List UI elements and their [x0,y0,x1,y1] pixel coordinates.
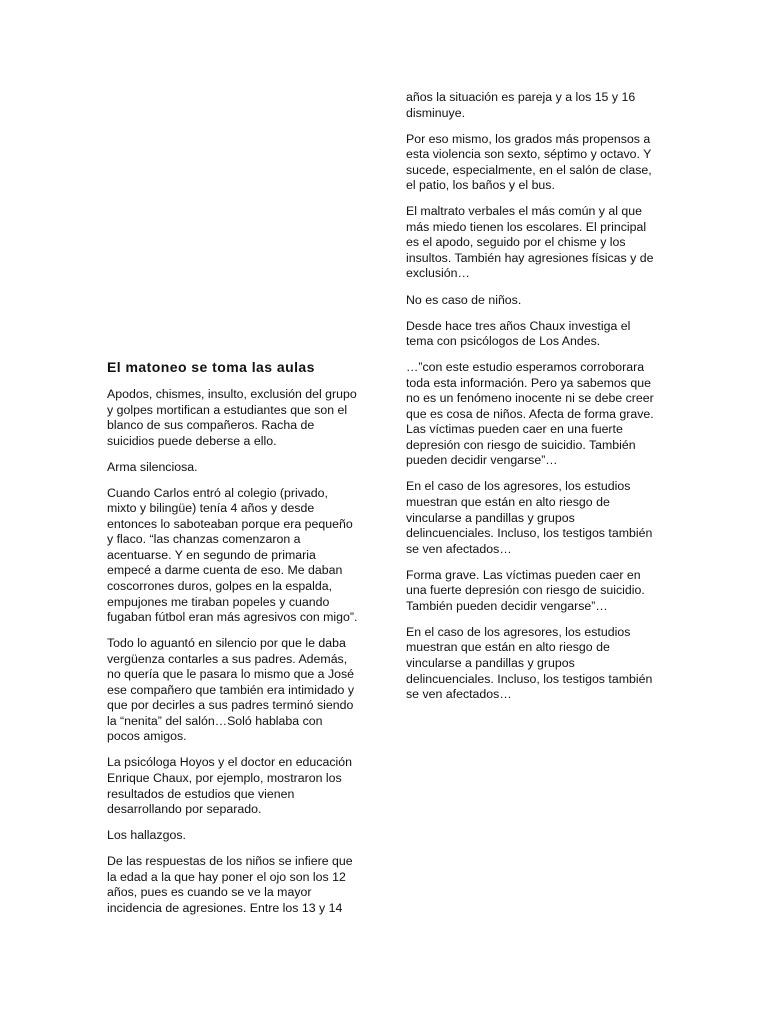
paragraph: años la situación es pareja y a los 15 y 16 disminuye. [406,90,636,120]
paragraph: Cuando Carlos entró al colegio (privado, mixto y bilingüe) tenía 4 años y desde entonces lo saboteaban porque era pequeño y flaco. “las chanzas comenzaron a acentuarse. Y en segundo de primaria empecé a darme cuenta de eso. Me daban coscorrones duros, golpes en la espalda, empujones me tiraban popeles y cuando fugaban fútbol eran más agresivos con migo”. [107,485,358,625]
paragraph: De las respuestas de los niños se infiere que la edad a la que hay poner el ojo son los 12 años, pues es cuando se ve la mayor incidencia de agresiones. Entre los 13 y 14 [107,854,353,915]
section-heading: Arma silenciosa. [107,459,198,474]
paragraph: Forma grave. Las víctimas pueden caer en una fuerte depresión con riesgo de suicidio. También pueden decidir vengarse”… [406,567,645,613]
paragraph: En el caso de los agresores, los estudios muestran que están en alto riesgo de vincularse a pandillas y grupos delincuenciales. Incluso, los testigos también se ven afectados… [406,479,653,556]
section-heading: No es caso de niños. [406,292,522,307]
paragraph: Apodos, chismes, insulto, exclusión del grupo y golpes mortifican a estudiantes que son el blanco de sus compañeros. Racha de suicidios puede deberse a ello. [107,387,357,448]
paragraph: Por eso mismo, los grados más propensos a esta violencia son sexto, séptimo y octavo. Y sucede, especialmente, en el salón de clase, el patio, los baños y el bus. [406,131,652,193]
paragraph: En el caso de los agresores, los estudios muestran que están en alto riesgo de vincularse a pandillas y grupos delincuenciales. Incluso, los testigos también se ven afectados… [406,624,653,702]
paragraph: Desde hace tres años Chaux investiga el tema con psicólogos de Los Andes. [406,318,631,349]
paragraph: La psicóloga Hoyos y el doctor en educación Enrique Chaux, por ejemplo, mostraron los resultados de estudios que vienen desarrollando por separado. [107,755,352,817]
right-column [406,90,658,713]
left-column [107,357,363,927]
paragraph: El maltrato verbales el más común y al que más miedo tienen los escolares. El principal es el apodo, seguido por el chisme y los insultos. También hay agresiones físicas y de exclusión… [406,204,654,281]
paragraph: …”con este estudio esperamos corroborara toda esta información. Pero ya sabemos que no es un fenómeno inocente ni se debe creer que es cosa de niños. Afecta de forma grave. Las víctimas pueden caer en una fuerte depresión con riesgo de suicidio. También pueden decidir vengarse”… [406,360,654,468]
section-heading: Los hallazgos. [107,828,186,843]
paragraph: Todo lo aguantó en silencio por que le daba vergüenza contarles a sus padres. Además, no quería que le pasara lo mismo que a José ese compañero que también era intimidado y que por decirles a sus padres terminó siendo la “nenita” del salón…Soló hablaba con pocos amigos. [107,636,355,744]
article-title: El matoneo se toma las aulas [107,359,315,375]
